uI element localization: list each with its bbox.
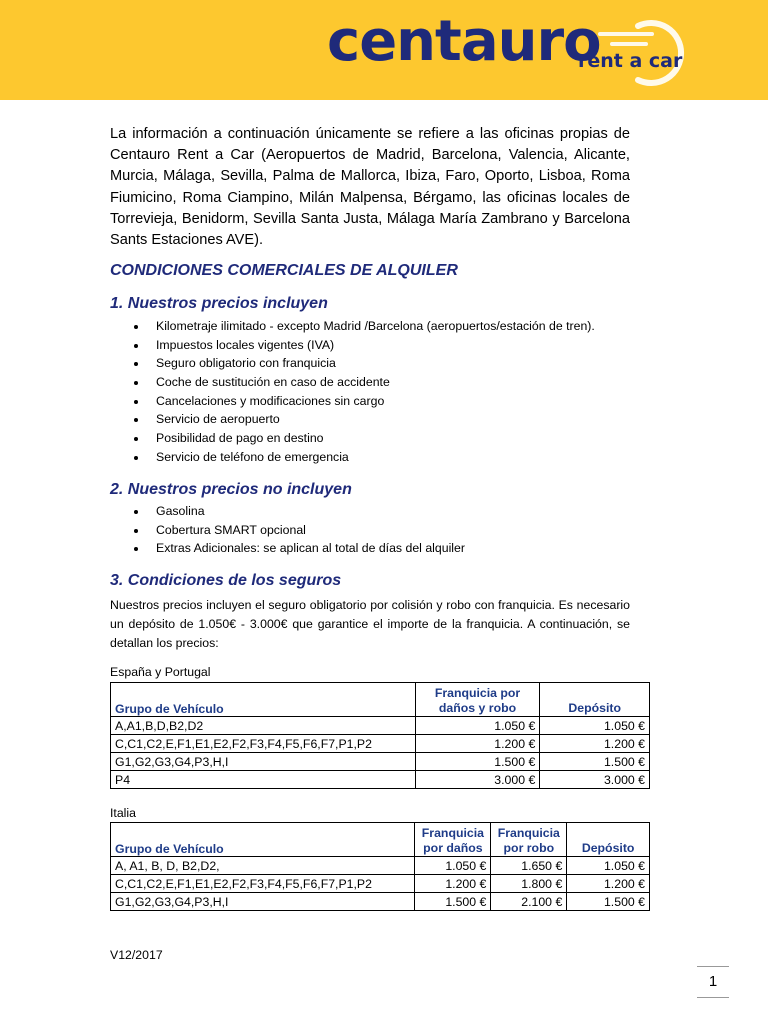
list-item: Seguro obligatorio con franquicia bbox=[110, 354, 595, 373]
table-italia bbox=[110, 822, 650, 911]
table-cell: C,C1,C2,E,F1,E1,E2,F2,F3,F4,F5,F6,F7,P1,P2 bbox=[111, 735, 416, 753]
table-cell: P4 bbox=[111, 771, 416, 789]
table-cell: 1.050 € bbox=[415, 857, 491, 875]
table-cell: 1.500 € bbox=[415, 753, 540, 771]
table-spain-portugal bbox=[110, 682, 650, 789]
column-header: Depósito bbox=[540, 683, 650, 717]
brand-tagline: rent a car bbox=[578, 50, 683, 72]
list-item: Impuestos locales vigentes (IVA) bbox=[110, 336, 595, 355]
table-cell: 1.800 € bbox=[491, 875, 567, 893]
table-cell: 1.200 € bbox=[540, 735, 650, 753]
table-cell: 1.050 € bbox=[567, 857, 650, 875]
table-row bbox=[111, 857, 650, 875]
list-item: Coche de sustitución en caso de accidente bbox=[110, 373, 595, 392]
table-cell: 1.050 € bbox=[540, 717, 650, 735]
table-cell: 1.500 € bbox=[540, 753, 650, 771]
page-number: 1 bbox=[697, 966, 729, 998]
list-item: Extras Adicionales: se aplican al total de días del alquiler bbox=[110, 539, 465, 558]
column-header: Grupo de Vehículo bbox=[111, 683, 416, 717]
table-row bbox=[111, 753, 650, 771]
table-cell: 1.500 € bbox=[415, 893, 491, 911]
table-row bbox=[111, 893, 650, 911]
column-header: Franquicia por daños y robo bbox=[415, 683, 540, 717]
table-header-row bbox=[111, 823, 650, 857]
table-cell: 1.200 € bbox=[567, 875, 650, 893]
list-item: Cancelaciones y modificaciones sin cargo bbox=[110, 392, 595, 411]
table-row bbox=[111, 735, 650, 753]
main-heading: CONDICIONES COMERCIALES DE ALQUILER bbox=[110, 262, 458, 279]
header-banner bbox=[0, 0, 768, 100]
table-es-label: España y Portugal bbox=[110, 665, 211, 679]
list-item: Servicio de aeropuerto bbox=[110, 410, 595, 429]
table-cell: C,C1,C2,E,F1,E1,E2,F2,F3,F4,F5,F6,F7,P1,P2 bbox=[111, 875, 415, 893]
list-item: Posibilidad de pago en destino bbox=[110, 429, 595, 448]
table-cell: 1.500 € bbox=[567, 893, 650, 911]
table-cell: 2.100 € bbox=[491, 893, 567, 911]
table-cell: A, A1, B, D, B2,D2, bbox=[111, 857, 415, 875]
table-cell: 3.000 € bbox=[415, 771, 540, 789]
table-header-row bbox=[111, 683, 650, 717]
included-list bbox=[110, 317, 595, 467]
column-header: Franquicia por daños bbox=[415, 823, 491, 857]
insurance-paragraph: Nuestros precios incluyen el seguro obligatorio por colisión y robo con franquicia. Es necesario un depósito de 1.050€ - 3.000€ que garantice el importe de la franquicia. A continuación, se detallan los precios: bbox=[110, 598, 630, 650]
table-cell: 1.050 € bbox=[415, 717, 540, 735]
column-header: Grupo de Vehículo bbox=[111, 823, 415, 857]
list-item: Kilometraje ilimitado - excepto Madrid /Barcelona (aeropuertos/estación de tren). bbox=[110, 317, 595, 336]
table-cell: G1,G2,G3,G4,P3,H,I bbox=[111, 753, 416, 771]
table-it-label: Italia bbox=[110, 806, 136, 820]
table-cell: A,A1,B,D,B2,D2 bbox=[111, 717, 416, 735]
table-cell: 1.200 € bbox=[415, 875, 491, 893]
table-row bbox=[111, 771, 650, 789]
not-included-list bbox=[110, 502, 465, 558]
column-header: Franquicia por robo bbox=[491, 823, 567, 857]
table-cell: 3.000 € bbox=[540, 771, 650, 789]
table-cell: 1.200 € bbox=[415, 735, 540, 753]
version-label: V12/2017 bbox=[110, 948, 163, 962]
list-item: Cobertura SMART opcional bbox=[110, 521, 465, 540]
brand-logo-text: centauro bbox=[327, 9, 601, 74]
list-item: Servicio de teléfono de emergencia bbox=[110, 448, 595, 467]
section3-heading: 3. Condiciones de los seguros bbox=[110, 572, 342, 589]
table-cell: 1.650 € bbox=[491, 857, 567, 875]
table-cell: G1,G2,G3,G4,P3,H,I bbox=[111, 893, 415, 911]
intro-paragraph: La información a continuación únicamente se refiere a las oficinas propias de Centauro Rent a Car (Aeropuertos de Madrid, Barcelona, Valencia, Alicante, Murcia, Málaga, Sevilla, Palma de Mallorca, Ibiza, Faro, Oporto, Lisboa, Roma Fiumicino, Roma Ciampino, Milán Malpensa, Bérgamo, las oficinas locales de Torrevieja, Benidorm, Sevilla Santa Justa, Málaga María Zambrano y Barcelona Sants Estaciones AVE). bbox=[110, 126, 630, 249]
section2-heading: 2. Nuestros precios no incluyen bbox=[110, 481, 352, 498]
table-row bbox=[111, 717, 650, 735]
table-row bbox=[111, 875, 650, 893]
section1-heading: 1. Nuestros precios incluyen bbox=[110, 295, 328, 312]
column-header: Depósito bbox=[567, 823, 650, 857]
list-item: Gasolina bbox=[110, 502, 465, 521]
